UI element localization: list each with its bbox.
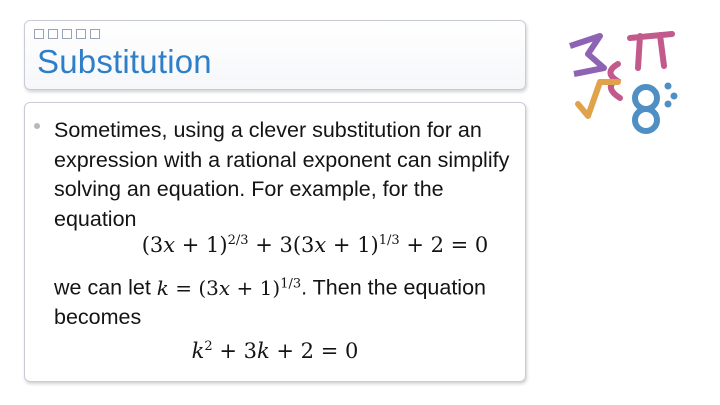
equation-original: $(3x + 1)^{2/3} + 3(3x + 1)^{1/3} + 2 = 0$ — [141, 233, 489, 257]
let-prefix: we can let — [54, 275, 157, 300]
window-squares-decoration — [34, 29, 100, 39]
substitution-sentence — [54, 269, 516, 333]
equation-substituted: $k^2 + 3k + 2 = 0$ — [191, 339, 359, 363]
square-decoration — [76, 29, 86, 39]
square-decoration — [62, 29, 72, 39]
slide-title: Substitution — [37, 43, 212, 80]
let-expression: $k = (3x + 1)^{1/3}$ — [156, 275, 302, 300]
square-decoration — [34, 29, 44, 39]
square-decoration — [48, 29, 58, 39]
bullet-icon — [34, 123, 40, 129]
square-decoration — [90, 29, 100, 39]
content-panel — [24, 102, 526, 382]
title-panel — [24, 20, 526, 90]
math-symbols-logo-icon — [560, 24, 690, 134]
body-paragraph: Sometimes, using a clever substitution for an expression with a rational exponent can simplify solving an equation. For example, for the equation — [54, 118, 510, 231]
let-suffix: . Then the equation becomes — [54, 275, 487, 330]
